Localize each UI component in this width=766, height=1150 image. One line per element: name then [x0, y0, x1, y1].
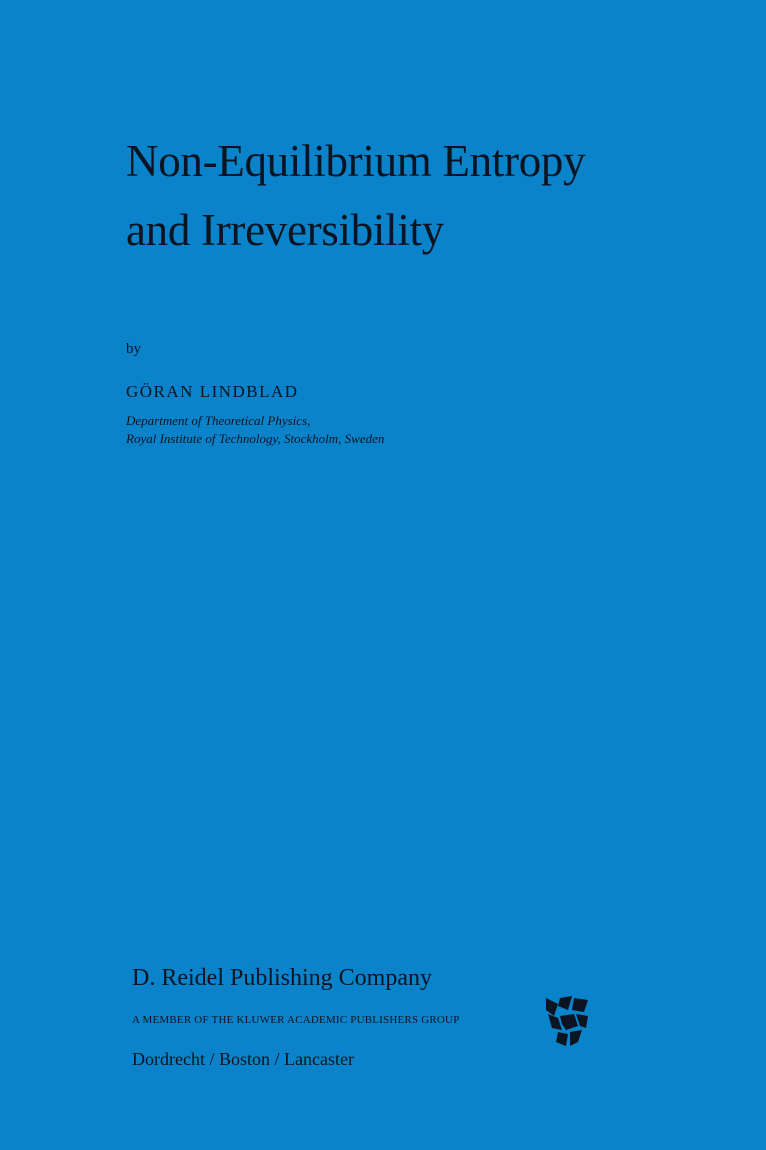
- publisher-group-line: A MEMBER OF THE KLUWER ACADEMIC PUBLISHERS GROUP: [132, 1014, 460, 1026]
- affiliation-line-2: Royal Institute of Technology, Stockholm, Sweden: [126, 431, 385, 446]
- title-line-1: Non-Equilibrium Entropy: [126, 136, 586, 186]
- author-name: GÖRAN LINDBLAD: [126, 382, 299, 401]
- by-label: by: [126, 341, 141, 357]
- affiliation-line-1: Department of Theoretical Physics,: [126, 413, 311, 428]
- kluwer-logo-icon: [544, 996, 590, 1048]
- publisher-name: D. Reidel Publishing Company: [132, 965, 432, 991]
- publisher-cities: Dordrecht / Boston / Lancaster: [132, 1049, 354, 1069]
- title-line-2: and Irreversibility: [126, 205, 444, 255]
